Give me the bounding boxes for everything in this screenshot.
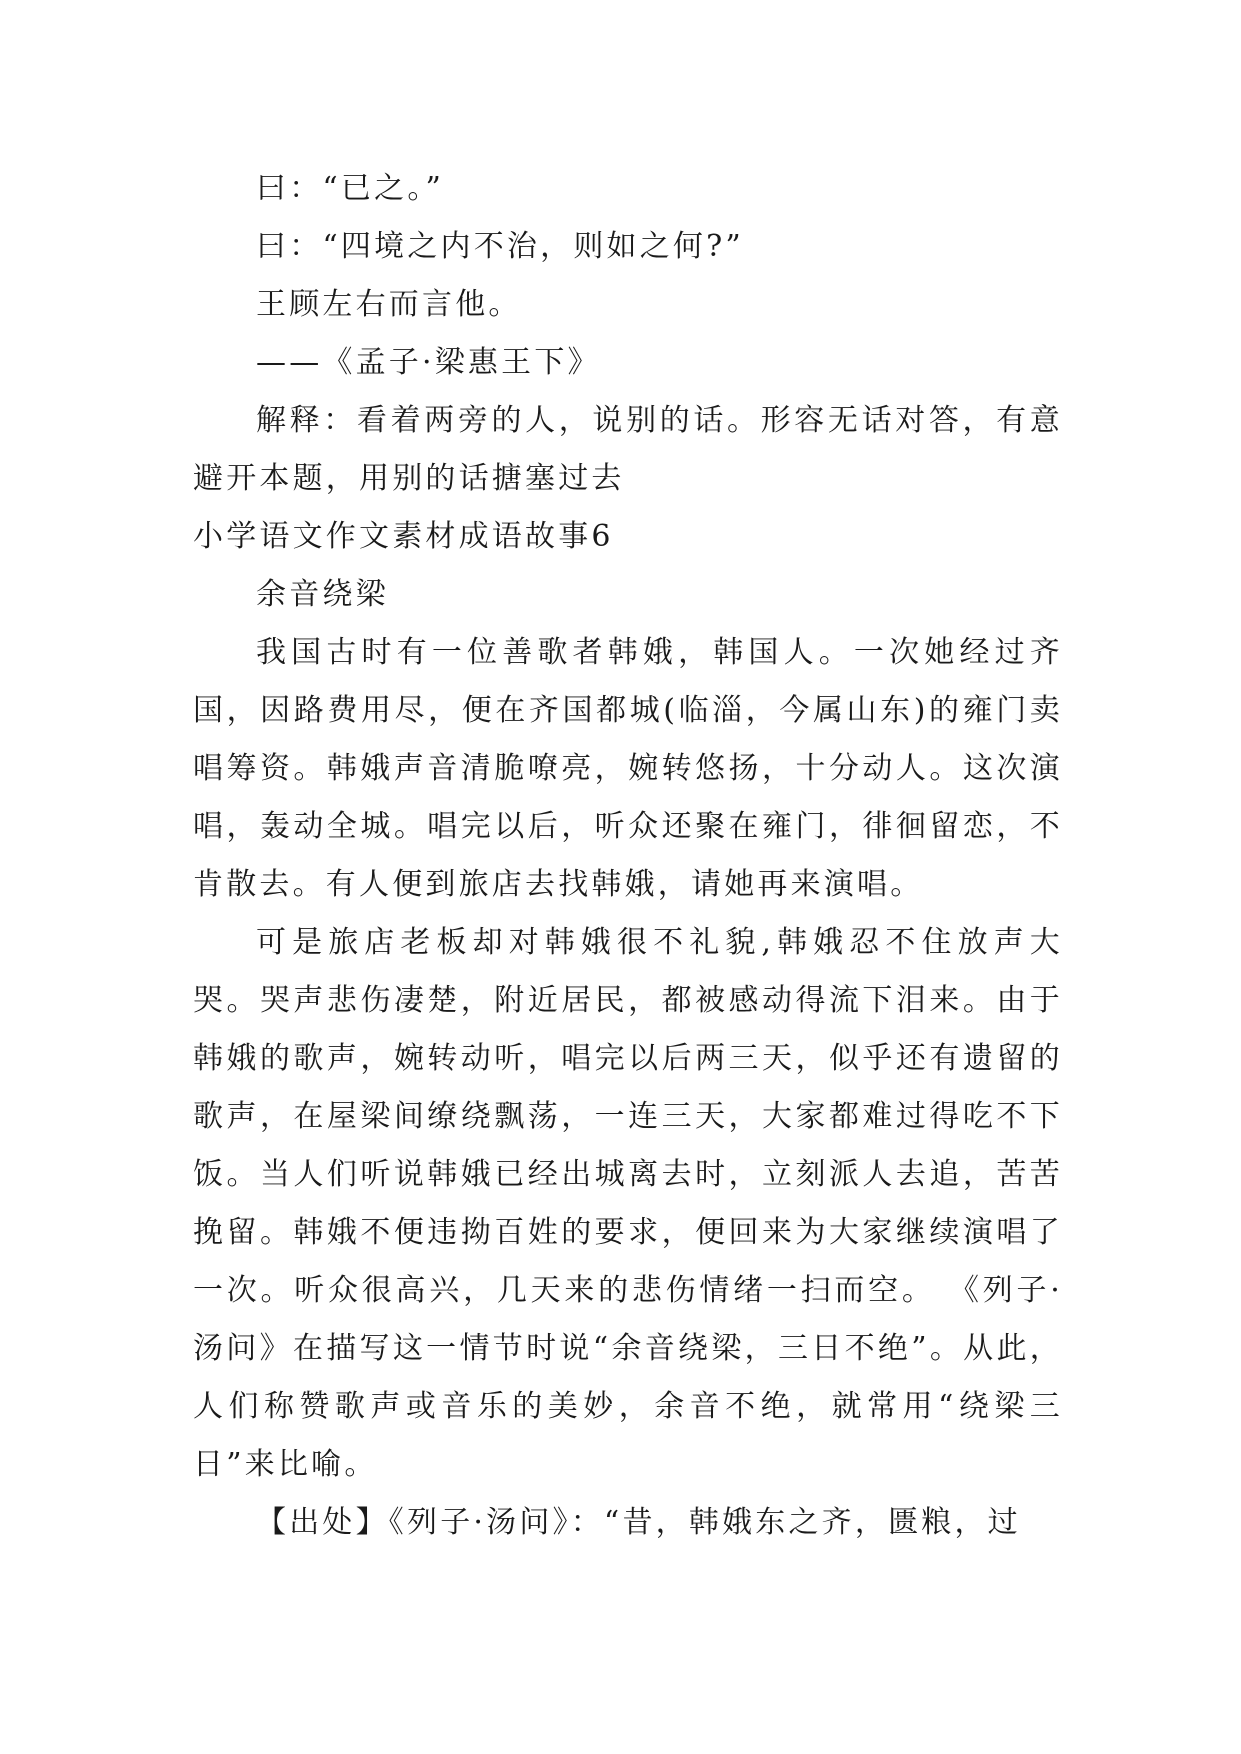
explanation-paragraph: 解释：看着两旁的人，说别的话。形容无话对答，有意避开本题，用别的话搪塞过去 <box>193 403 1063 496</box>
origin-paragraph: 【出处】《列子·汤问》：“昔，韩娥东之齐，匮粮，过 <box>256 1505 1021 1540</box>
section-heading: 小学语文作文素材成语故事6 <box>193 519 614 554</box>
story-paragraph-2: 可是旅店老板却对韩娥很不礼貌,韩娥忍不住放声大哭。哭声悲伤凄楚，附近居民，都被感动得流下泪来。由于韩娥的歌声，婉转动听，唱完以后两三天，似乎还有遗留的歌声，在屋梁间缭绕飘荡，一连三天，大家都难过得吃不下饭。当人们听说韩娥已经出城离去时，立刻派人去追，苦苦挽留。韩娥不便违拗百姓的要求，便回来为大家继续演唱了一次。听众很高兴，几天来的悲伤情绪一扫而空。 《列子·汤问》在描写这一情节时说“余音绕梁，三日不绝”。从此，人们称赞歌声或音乐的美妙，余音不绝，就常用“绕梁三日”来比喻。 <box>193 925 1063 1482</box>
narration-line: 王顾左右而言他。 <box>256 287 522 322</box>
story-title: 余音绕梁 <box>256 577 389 612</box>
source-citation: ——《孟子·梁惠王下》 <box>256 345 601 380</box>
story-paragraph-1: 我国古时有一位善歌者韩娥，韩国人。一次她经过齐国，因路费用尽，便在齐国都城(临淄，今属山东)的雍门卖唱筹资。韩娥声音清脆嘹亮，婉转悠扬，十分动人。这次演唱，轰动全城。唱完以后，听众还聚在雍门，徘徊留恋，不肯散去。有人便到旅店去找韩娥，请她再来演唱。 <box>193 635 1063 902</box>
document-body <box>193 160 1063 1552</box>
dialogue-line-2: 曰：“四境之内不治，则如之何?” <box>256 229 744 264</box>
dialogue-line-1: 曰：“已之。” <box>256 171 445 206</box>
